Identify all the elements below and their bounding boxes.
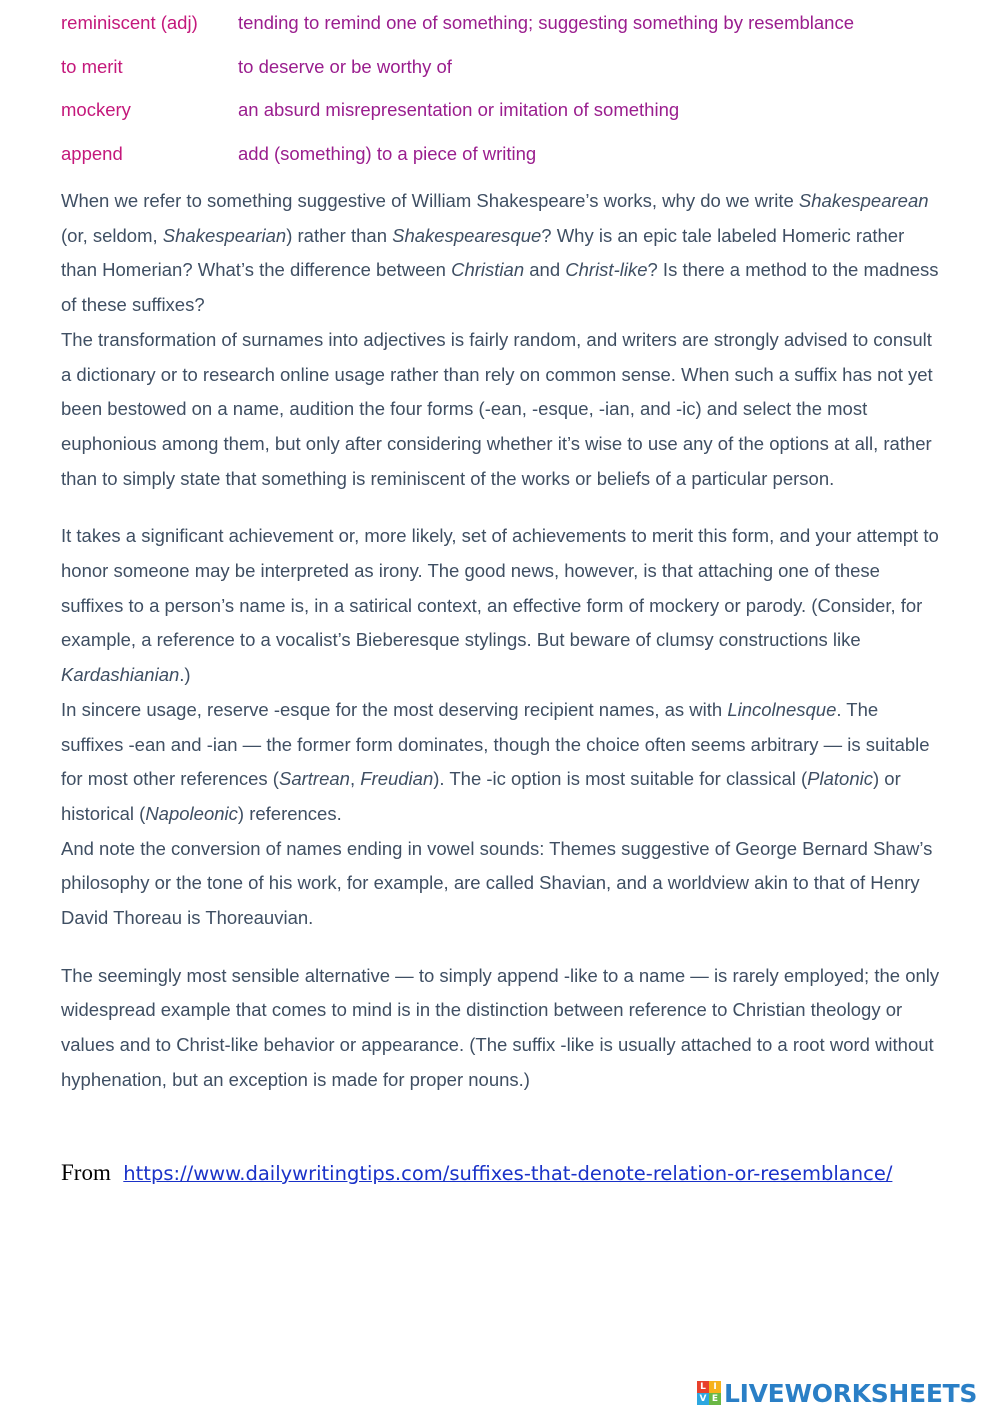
glossary-entry xyxy=(61,99,941,143)
paragraph-intro: When we refer to something suggestive of William Shakespeare’s works, why do we write Shakespearean (or, seldom, Shakespearian) rather than Shakespearesque? Why is an epic tale labeled Homeric rather than Homerian? What’s the difference between Christian and Christ-like? Is there a method to the madness of these suffixes? xyxy=(61,190,939,316)
example-word: Shakespearean xyxy=(798,190,929,211)
glossary-entry xyxy=(61,12,941,56)
glossary-entry xyxy=(61,56,941,100)
liveworksheets-watermark xyxy=(697,1377,977,1409)
source-link[interactable]: https://www.dailywritingtips.com/suffixes-that-denote-relation-or-resemblance/ xyxy=(123,1162,893,1185)
example-word: Platonic xyxy=(807,768,873,790)
example-word: Shakespearesque xyxy=(392,224,542,246)
glossary-definition: to deserve or be worthy of xyxy=(238,55,452,77)
glossary-term: reminiscent (adj) xyxy=(61,12,198,33)
logo-letter: I xyxy=(709,1381,721,1393)
example-word: Napoleonic xyxy=(145,802,238,824)
article-body xyxy=(61,184,941,1098)
glossary-definition: tending to remind one of something; suggesting something by resemblance xyxy=(238,12,855,33)
liveworksheets-logo-icon xyxy=(697,1381,721,1405)
logo-letter: L xyxy=(697,1381,709,1393)
glossary-term: append xyxy=(61,142,123,164)
example-word: Kardashianian xyxy=(61,664,180,686)
example-word: Lincolnesque xyxy=(727,698,837,720)
paragraph-vowel-sounds: And note the conversion of names ending in vowel sounds: Themes suggestive of George Bernard Shaw’s philosophy or the tone of his work, for example, are called Shavian, and a worldview akin to that of Henry David Thoreau is Thoreauvian. xyxy=(61,837,933,929)
example-word: Christ-like xyxy=(565,259,648,281)
example-word: Freudian xyxy=(360,768,434,790)
source-citation xyxy=(61,1160,961,1186)
logo-letter: V xyxy=(697,1393,709,1405)
logo-letter: E xyxy=(709,1393,721,1405)
watermark-text: LIVEWORKSHEETS xyxy=(724,1378,978,1408)
glossary-term: mockery xyxy=(61,99,131,120)
glossary-term: to merit xyxy=(61,55,123,77)
source-label: From xyxy=(61,1160,111,1185)
paragraph-like-suffix: The seemingly most sensible alternative — to simply append -like to a name — is rarely employed; the only widespread example that comes to mind is in the distinction between reference to Christian theology or values and to Christ-like behavior or appearance. (The suffix -like is usually attached to a root word without hyphenation, but an exception is made for proper nouns.) xyxy=(61,964,940,1090)
glossary-entry xyxy=(61,143,941,187)
paragraph-sincere-usage: In sincere usage, reserve -esque for the most deserving recipient names, as with Lincolnesque. The suffixes -ean and -ian — the former form dominates, though the choice often seems arbitrary — is suitable for most other references (Sartrean, Freudian). The -ic option is most suitable for classical (Platonic) or historical (Napoleonic) references. xyxy=(61,698,930,824)
paragraph-transformation: The transformation of surnames into adjectives is fairly random, and writers are strongly advised to consult a dictionary or to research online usage rather than rely on common sense. When such a suffix has not yet been bestowed on a name, audition the four forms (-ean, -esque, -ian, and -ic) and select the most euphonious among them, but only after considering whether it’s wise to use any of the options at all, rather than to simply state that something is reminiscent of the works or beliefs of a particular person. xyxy=(61,328,933,489)
example-word: Sartrean xyxy=(278,768,350,790)
example-word: Shakespearian xyxy=(162,224,287,246)
example-word: Christian xyxy=(451,259,525,281)
paragraph-achievement: It takes a significant achievement or, more likely, set of achievements to merit this form, and your attempt to honor someone may be interpreted as irony. The good news, however, is that attaching one of these suffixes to a person’s name is, in a satirical context, an effective form of mockery or parody. (Consider, for example, a reference to a vocalist’s Bieberesque stylings. But beware of clumsy constructions like Kardashianian.) xyxy=(61,525,939,686)
glossary-definition: add (something) to a piece of writing xyxy=(238,142,537,164)
glossary-definition: an absurd misrepresentation or imitation of something xyxy=(238,99,680,120)
vocabulary-glossary xyxy=(61,12,941,186)
